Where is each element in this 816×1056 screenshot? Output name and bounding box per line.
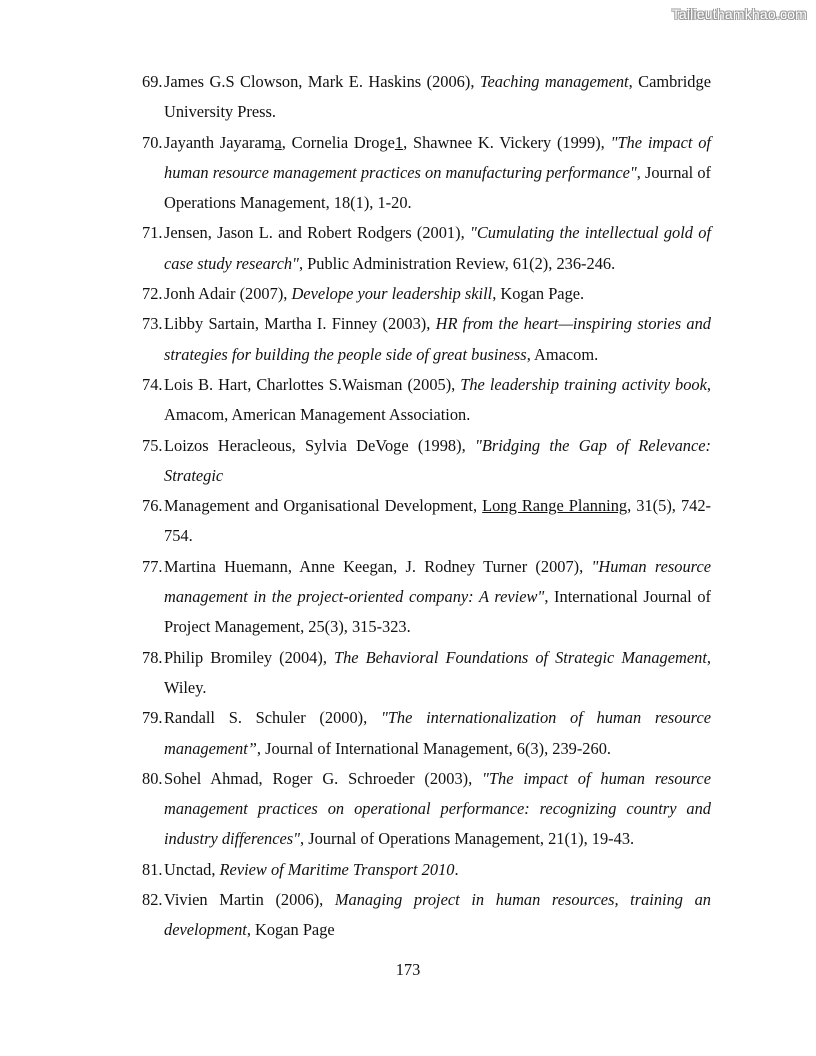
reference-title: "Bridging the Gap of Relevance: Strategic [164,435,711,485]
reference-segment: Unctad, [164,859,220,879]
underlined-text: 1 [394,132,404,152]
reference-item [142,855,711,885]
reference-number: 69. [142,72,163,91]
reference-segment: Jonh Adair (2007), [164,284,292,304]
watermark: Tailieuthamkhao.com [671,6,807,22]
reference-text [164,764,711,855]
reference-title: Develope your leadership skill [291,284,493,304]
reference-segment: James G.S Clowson, Mark E. Haskins (2006), [164,72,480,91]
reference-segment: , Kogan Page [246,920,335,940]
reference-text [164,491,711,552]
reference-segment: Philip Bromiley (2004), [164,647,334,667]
reference-number: 79. [142,708,163,728]
reference-text [164,309,711,370]
reference-item [142,67,711,128]
reference-item [142,128,711,219]
reference-text [164,279,711,309]
reference-number: 76. [142,496,163,516]
reference-item [142,370,711,431]
reference-segment: , 31(5), 742-754. [164,496,712,546]
reference-title: Teaching management [479,72,629,91]
reference-title: The leadership training activity book [460,374,707,394]
reference-number: 78. [142,647,163,667]
reference-segment: , Kogan Page. [492,284,585,304]
reference-number: 71. [142,223,163,243]
reference-item [142,218,711,279]
reference-item [142,279,711,309]
reference-segment: , Amacom, American Management Association. [164,374,711,425]
reference-segment: , Shawnee K. Vickery (1999), [403,132,611,152]
reference-text [164,431,711,492]
reference-segment: Jensen, Jason L. and Robert Rodgers (2001), [164,223,470,243]
reference-number: 73. [142,314,163,334]
reference-item [142,703,711,764]
reference-text [164,703,711,764]
reference-number: 81. [142,859,163,879]
reference-segment: , Journal of Operations Management, 18(1), 1-20. [164,162,711,213]
reference-segment: , Cornelia Droge [281,132,395,152]
reference-segment: Jayanth Jayaram [164,132,275,152]
underlined-text: a [274,132,282,152]
reference-segment: , Journal of International Management, 6(3), 239-260. [256,738,611,758]
reference-number: 80. [142,768,163,788]
page-number: 173 [395,960,421,979]
reference-title: "The impact of human resource management practices on operational performance: recognizing country and industry differences" [164,768,711,849]
reference-text [164,128,711,219]
reference-number: 70. [142,132,163,152]
reference-segment: Libby Sartain, Martha I. Finney (2003), [164,314,436,334]
reference-list [142,67,711,946]
reference-segment: , Journal of Operations Management, 21(1), 19-43. [300,829,635,849]
reference-title: HR from the heart—inspiring stories and strategies for building the people side of great business [164,314,711,364]
reference-item [142,431,711,492]
reference-item [142,552,711,643]
underlined-text: Long Range Planning [482,496,628,516]
reference-segment: , Amacom. [526,344,599,364]
reference-title: "Cumulating the intellectual gold of case study research" [164,223,712,273]
reference-segment: Lois B. Hart, Charlottes S.Waisman (2005), [164,374,461,394]
reference-segment: , Public Administration Review, 61(2), 236-246. [298,253,616,273]
reference-title: "Human resource management in the project-oriented company: A review" [164,556,711,607]
reference-text [164,643,711,704]
reference-segment: . [454,859,459,879]
reference-text [164,218,711,279]
reference-title: The Behavioral Foundations of Strategic Management [333,647,707,667]
reference-item [142,309,711,370]
reference-text [164,370,711,431]
reference-number: 72. [142,284,163,304]
reference-segment: Sohel Ahmad, Roger G. Schroeder (2003), [164,768,483,788]
reference-text [164,885,711,946]
reference-item [142,764,711,855]
reference-segment: , Wiley. [164,647,712,697]
reference-title: Managing project in human resources, training an development [164,890,711,940]
reference-segment: , Cambridge University Press. [164,72,711,122]
reference-segment: Randall S. Schuler (2000), [164,708,381,728]
reference-item [142,643,711,704]
reference-text [164,855,711,885]
reference-text [164,67,711,128]
reference-item [142,491,711,552]
reference-segment: , International Journal of Project Management, 25(3), 315-323. [164,587,711,637]
reference-number: 74. [142,374,163,394]
reference-number: 77. [142,556,163,576]
reference-segment: Vivien Martin (2006), [164,890,335,910]
reference-title: Review of Maritime Transport 2010 [219,859,455,879]
reference-text [164,552,711,643]
reference-segment: Management and Organisational Development, [164,496,483,516]
reference-segment: Loizos Heracleous, Sylvia DeVoge (1998), [164,435,475,455]
reference-segment: Martina Huemann, Anne Keegan, J. Rodney Turner (2007), [164,556,592,576]
reference-number: 75. [142,435,163,455]
reference-title: "The internationalization of human resource management” [164,708,711,758]
reference-number: 82. [142,890,163,910]
reference-item [142,885,711,946]
reference-title: "The impact of human resource management practices on manufacturing performance" [164,132,711,182]
